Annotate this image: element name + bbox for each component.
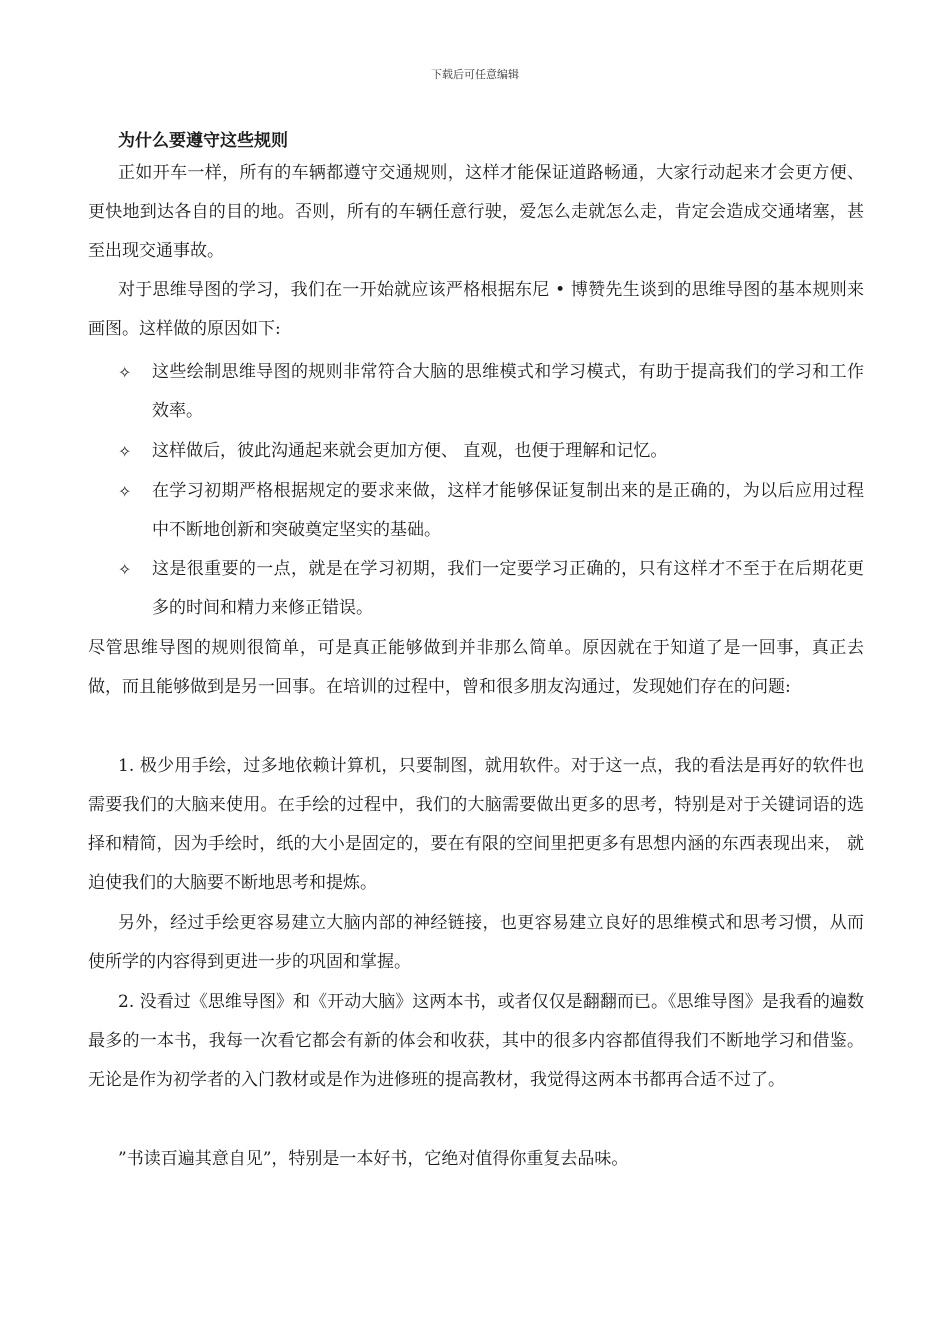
list-item-text: 这是很重要的一点，就是在学习初期，我们一定要学习正确的，只有这样才不至于在后期花更多的时间和精力来修正错误。 [152, 559, 864, 618]
list-item [118, 432, 864, 471]
paragraph-problems-intro: 尽管思维导图的规则很简单，可是真正能够做到并非那么简单。原因就在于知道了是一回事，真正去做，而且能够做到是另一回事。在培训的过程中，曾和很多朋友沟通过，发现她们存在的问题: [88, 638, 864, 697]
list-item [118, 472, 864, 550]
header-note: 下载后可任意编辑 [431, 68, 519, 81]
paragraph-point-1: 1. 极少用手绘，过多地依赖计算机，只要制图，就用软件。对于这一点，我的看法是再好的软件也需要我们的大脑来使用。在手绘的过程中，我们的大脑需要做出更多的思考，特别是对于关键词语的选择和精简，因为手绘时，纸的大小是固定的，要在有限的空间里把更多有思想内涵的东西表现出来， 就迫使我们的大脑要不断地思考和提炼。 [88, 756, 864, 893]
paragraph-handdrawing: 另外，经过手绘更容易建立大脑内部的神经链接，也更容易建立良好的思维模式和思考习惯，从而使所学的内容得到更进一步的巩固和掌握。 [88, 913, 864, 972]
diamond-bullet-icon: ✧ [118, 560, 132, 579]
list-item [118, 550, 864, 628]
paragraph-learning-rules: 对于思维导图的学习，我们在一开始就应该严格根据东尼 • 博赞先生谈到的思维导图的基本规则来画图。这样做的原因如下: [88, 280, 864, 339]
list-item-text: 在学习初期严格根据规定的要求来做，这样才能够保证复制出来的是正确的，为以后应用过程中不断地创新和突破奠定坚实的基础。 [152, 481, 864, 540]
section-heading: 为什么要遵守这些规则 [118, 131, 288, 151]
list-item-text: 这些绘制思维导图的规则非常符合大脑的思维模式和学习模式，有助于提高我们的学习和工作效率。 [152, 362, 864, 421]
paragraph-closing-quote: ”书读百遍其意自见”，特别是一本好书，它绝对值得你重复去品味。 [118, 1149, 629, 1169]
list-item-text: 这样做后，彼此沟通起来就会更加方便、 直观，也便于理解和记忆。 [152, 441, 668, 461]
paragraph-point-2: 2. 没看过《思维导图》和《开动大脑》这两本书，或者仅仅是翻翻而已。《思维导图》是我看的遍数最多的一本书，我每一次看它都会有新的体会和收获，其中的很多内容都值得我们不断地学习和借鉴。无论是作为初学者的入门教材或是作为进修班的提高教材，我觉得这两本书都再合适不过了。 [88, 992, 864, 1090]
diamond-bullet-icon: ✧ [118, 442, 132, 461]
diamond-bullet-icon: ✧ [118, 482, 132, 501]
list-item [118, 353, 864, 431]
diamond-bullet-icon: ✧ [118, 363, 132, 382]
paragraph-traffic-analogy: 正如开车一样，所有的车辆都遵守交通规则，这样才能保证道路畅通，大家行动起来才会更方便、 更快地到达各自的目的地。否则，所有的车辆任意行驶，爱怎么走就怎么走，肯定会造成交通堵塞，甚至出现交通事故。 [88, 163, 864, 261]
